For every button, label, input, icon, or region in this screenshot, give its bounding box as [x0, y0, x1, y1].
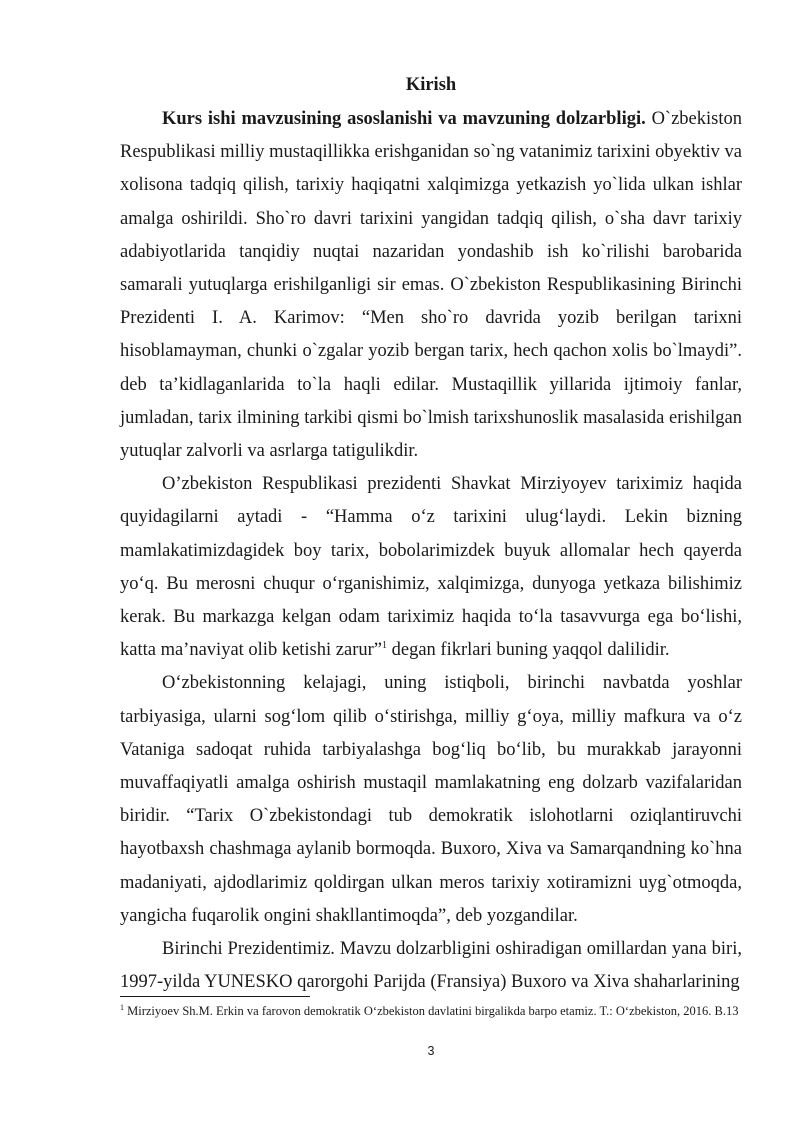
paragraph-2-text-after: degan fikrlari buning yaqqol dalilidir.	[386, 640, 670, 661]
page-body	[120, 70, 742, 999]
paragraph-4	[120, 933, 742, 999]
paragraph-1-heading: Kurs ishi mavzusining asoslanishi va mavzuning dolzarbligi.	[162, 109, 646, 129]
paragraph-3-text: O‘zbekistonning kelajagi, uning istiqboli, birinchi navbatda yoshlar tarbiyasiga, ularni sog‘lom qilib o‘stirishga, milliy g‘oya, milliy mafkura va o‘z Vataniga sadoqat ruhida tarbiyalashga bog‘liq bo‘lib, bu murakkab jarayonni muvaffaqiyatli amalga oshirish mustaqil mamlakatning eng dolzarb vazifalaridan biridir. “Tarix O`zbekistondagi tub demokratik islohotlarni oziqlantiruvchi hayotbaxsh chashmaga aylanib bormoqda. Buxoro, Xiva va Samarqandning ko`hna madaniyati, ajdodlarimiz qoldirgan ulkan meros tarixiy xotiramizni uyg`otmoqda, yangicha fuqarolik ongini shakllantimoqda”, deb yozgandilar.	[120, 673, 742, 926]
footnote-text: Mirziyoev Sh.M. Erkin va farovon demokratik O‘zbekiston davlatini birgalikda barpo etamiz. T.: O‘zbekiston, 2016. B.13	[124, 1004, 739, 1018]
paragraph-1	[120, 103, 742, 468]
paragraph-2-text-before: O’zbekiston Respublikasi prezidenti Shavkat Mirziyoyev tariximiz haqida quyidagilarni aytadi - “Hamma o‘z tarixini ulug‘laydi. Lekin bizning mamlakatimizdagidek boy tarix, bobolarimizdek buyuk allomalar hech qayerda yo‘q. Bu merosni chuqur o‘rganishimiz, xalqimizga, dunyoga yetkaza bilishimiz kerak. Bu markazga kelgan odam tariximiz haqida to‘la tasavvurga ega bo‘lishi, katta ma’naviyat olib ketishi zarur”	[120, 474, 742, 661]
paragraph-1-text: O`zbekiston Respublikasi milliy mustaqillikka erishganidan so`ng vatanimiz tarixini obyektiv va xolisona tadqiq qilish, tarixiy haqiqatni xalqimizga yetkazish yo`lida ulkan ishlar amalga oshirildi. Sho`ro davri tarixini yangidan tadqiq qilish, o`sha davr tarixiy adabiyotlarida tanqidiy nuqtai nazaridan yondashib ish ko`rilishi barobarida samarali yutuqlarga erishilganligi sir emas. O`zbekiston Respublikasining Birinchi Prezidenti I. A. Karimov: “Men sho`ro davrida yozib berilgan tarixni hisoblamayman, chunki o`zgalar yozib bergan tarix, hech qachon xolis bo`lmaydi”. deb ta’kidlaganlarida to`la haqli edilar. Mustaqillik yillarida ijtimoiy fanlar, jumladan, tarix ilmining tarkibi qismi bo`lmish tarixshunoslik masalasida erishilgan yutuqlar zalvorli va asrlarga tatigulikdir.	[120, 109, 742, 462]
footnote-separator	[120, 996, 310, 997]
footnote	[120, 1002, 742, 1021]
footnote-reference[interactable]: 1	[381, 640, 387, 652]
page-number: 3	[427, 1044, 435, 1058]
paragraph-2	[120, 468, 742, 667]
footnote-marker: 1	[120, 1002, 124, 1012]
paragraph-4-text: Birinchi Prezidentimiz. Mavzu dolzarbligini oshiradigan omillardan yana biri, 1997-yilda YUNESKO qarorgohi Parijda (Fransiya) Buxoro va Xiva shaharlarining	[120, 939, 742, 993]
paragraph-3	[120, 667, 742, 933]
section-title: Kirish	[405, 75, 457, 95]
